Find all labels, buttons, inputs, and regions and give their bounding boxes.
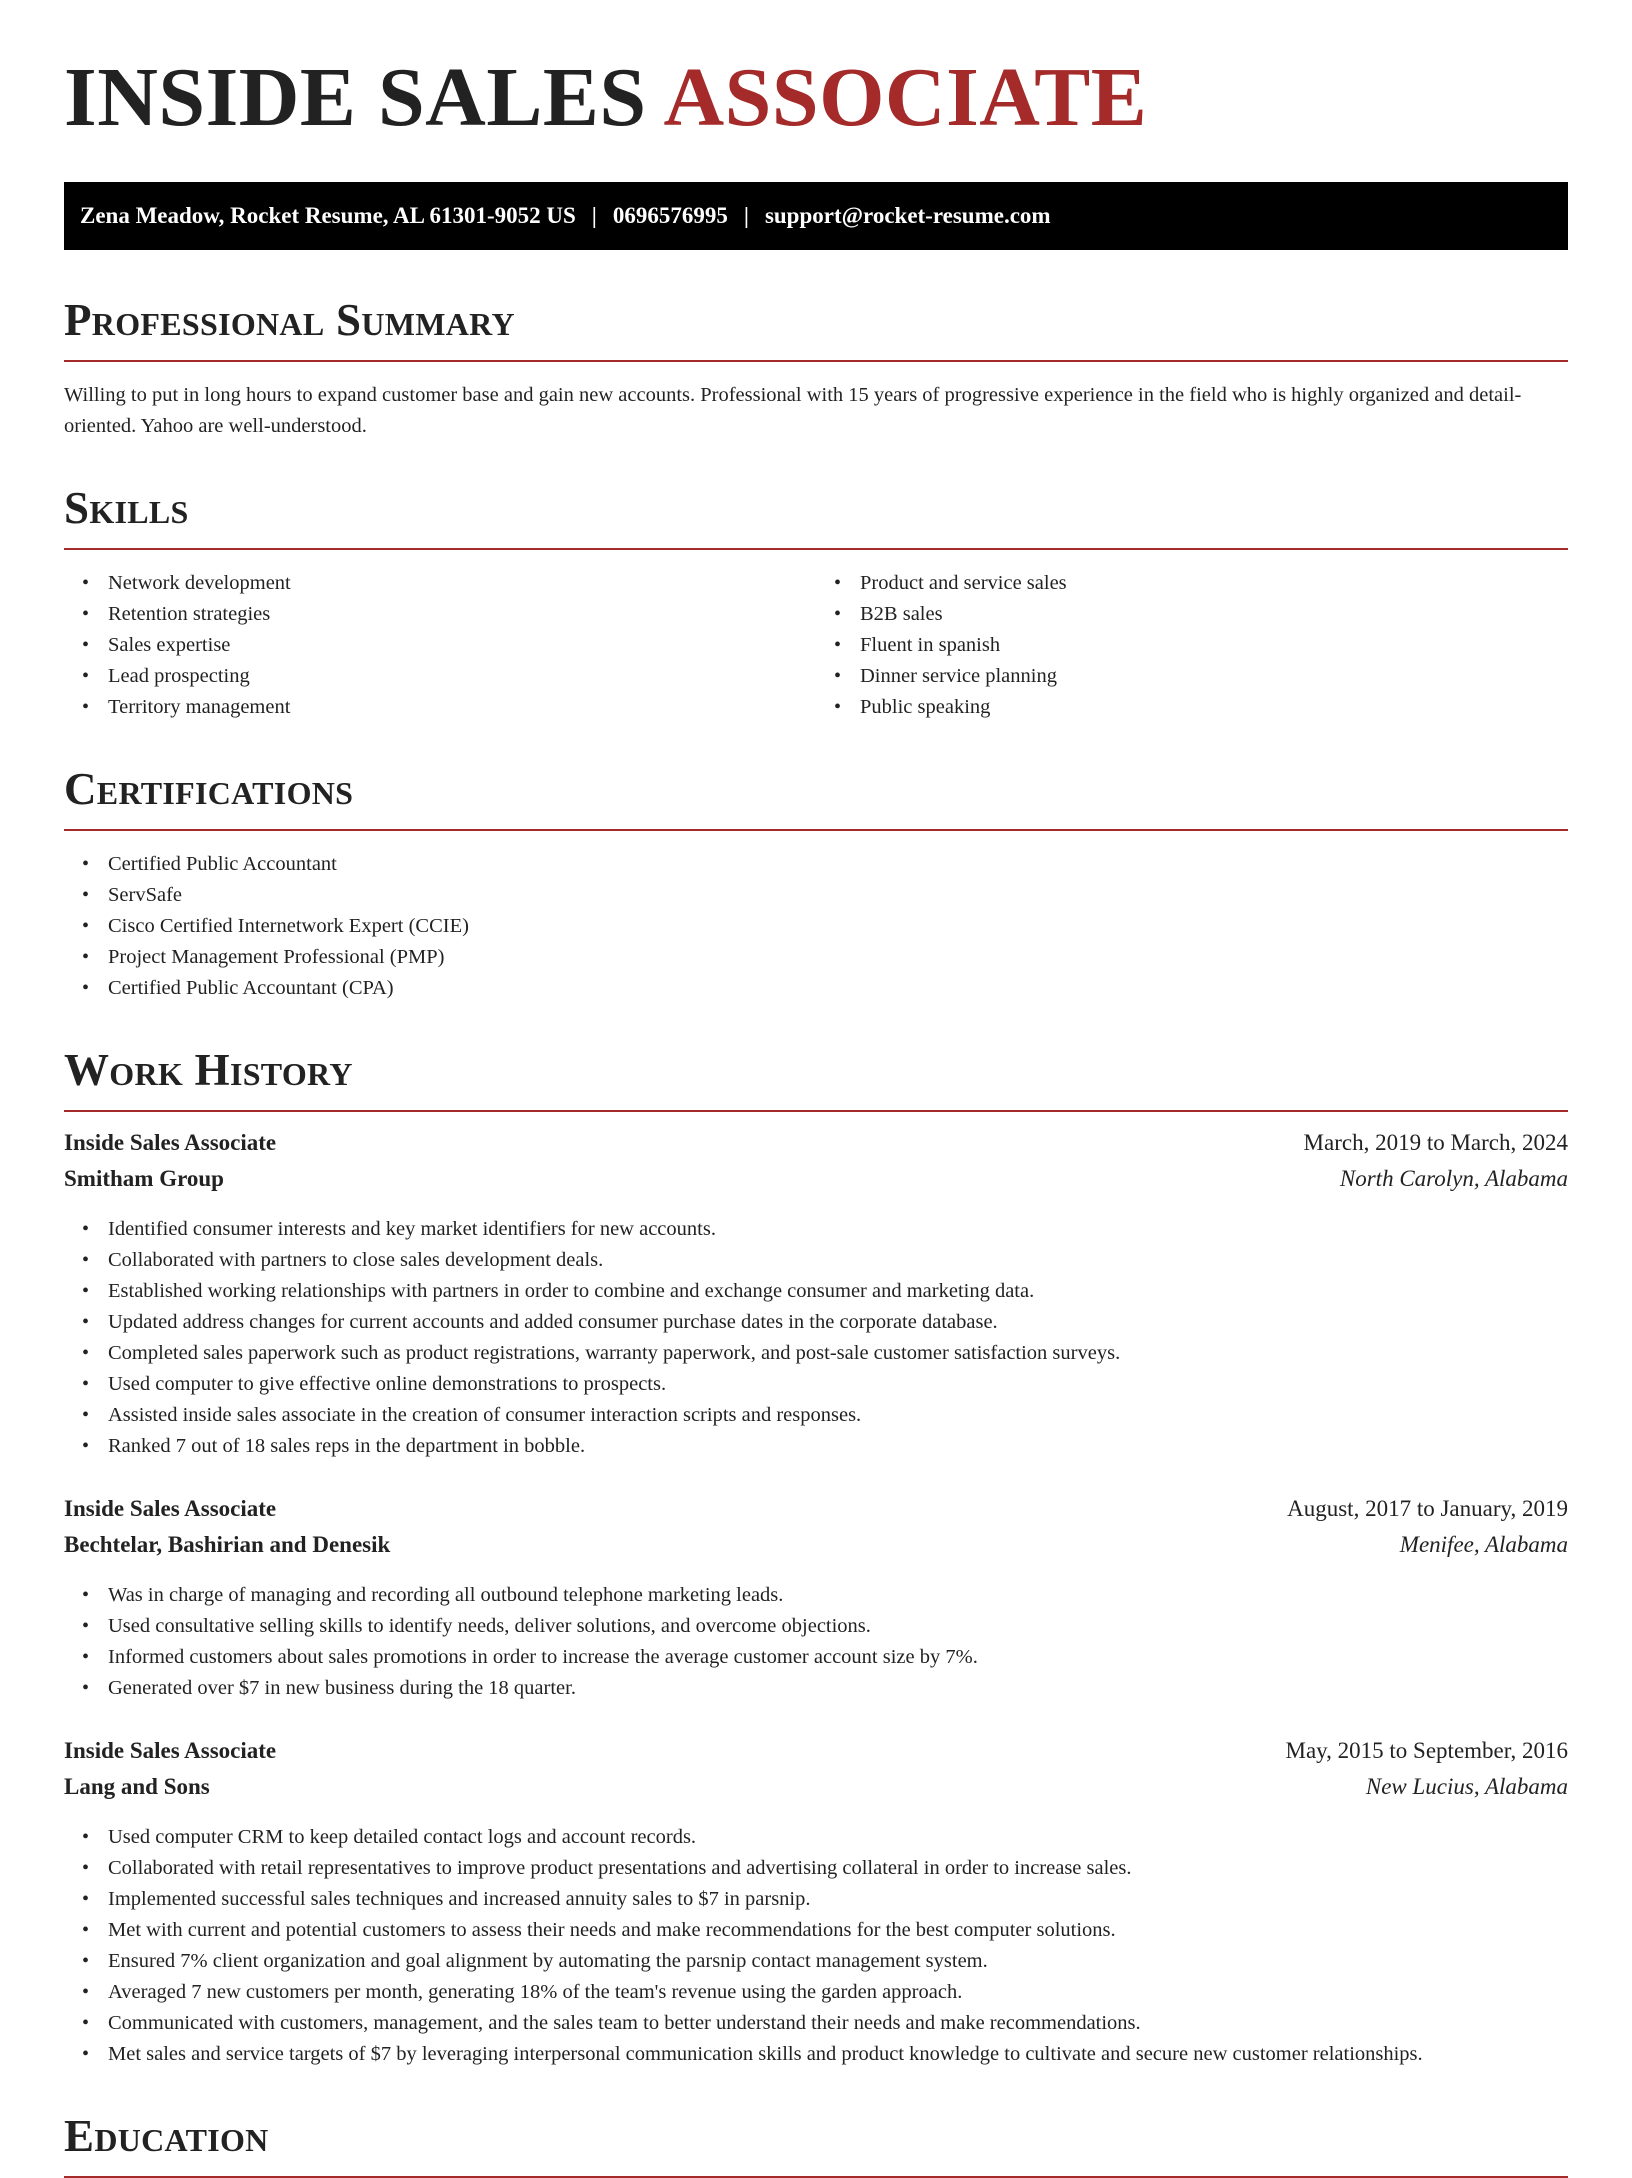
- job-bullet: • Ranked 7 out of 18 sales reps in the department in bobble.: [108, 1431, 1568, 1462]
- skill-item: • Dinner service planning: [860, 661, 1568, 692]
- job-bullets: [64, 1580, 1568, 1704]
- summary-heading: Professional Summary: [64, 295, 515, 345]
- contact-email: support@rocket-resume.com: [764, 203, 1051, 228]
- job-bullet: • Informed customers about sales promotions in order to increase the average customer account size by 7%.: [108, 1642, 1568, 1673]
- certification-item: • Cisco Certified Internetwork Expert (CCIE): [108, 911, 1568, 942]
- job-bullets: [64, 1822, 1568, 2070]
- job-location: Menifee, Alabama: [1399, 1532, 1568, 1557]
- skill-item: • Network development: [108, 568, 816, 599]
- job-bullet: • Identified consumer interests and key market identifiers for new accounts.: [108, 1214, 1568, 1245]
- job-bullets: [64, 1214, 1568, 1462]
- job-bullet: • Implemented successful sales techniques and increased annuity sales to $7 in parsnip.: [108, 1884, 1568, 1915]
- summary-section: [64, 295, 1568, 442]
- skills-section: [64, 483, 1568, 723]
- contact-bar: [64, 182, 1568, 250]
- job-bullet: • Ensured 7% client organization and goal alignment by automating the parsnip contact management system.: [108, 1946, 1568, 1977]
- section-divider: [64, 1110, 1568, 1112]
- work-history-section: [64, 1045, 1568, 2070]
- job-bullet: • Collaborated with partners to close sales development deals.: [108, 1245, 1568, 1276]
- section-divider: [64, 829, 1568, 831]
- skill-item: • Public speaking: [860, 692, 1568, 723]
- work-history-heading: Work History: [64, 1045, 353, 1095]
- job-role: Inside Sales Associate: [64, 1738, 277, 1763]
- job-dates: August, 2017 to January, 2019: [1287, 1496, 1568, 1521]
- job-location: New Lucius, Alabama: [1365, 1774, 1568, 1799]
- job-entry: [64, 1496, 1568, 1704]
- title-main: INSIDE SALES: [64, 51, 647, 144]
- job-entry: [64, 1738, 1568, 2070]
- job-bullet: • Was in charge of managing and recording all outbound telephone marketing leads.: [108, 1580, 1568, 1611]
- skills-list-right: [816, 568, 1568, 723]
- certification-item: • Certified Public Accountant (CPA): [108, 973, 1568, 1004]
- summary-text: Willing to put in long hours to expand customer base and gain new accounts. Professional with 15 years of progressive experience in the field who is highly organized and detail-oriented. Yahoo are well-understood.: [64, 384, 1522, 437]
- skills-list-left: [64, 568, 816, 723]
- contact-separator: |: [591, 203, 597, 228]
- education-section: [64, 2111, 1568, 2178]
- job-bullet: • Met sales and service targets of $7 by leveraging interpersonal communication skills and product knowledge to cultivate and secure new customer relationships.: [108, 2039, 1568, 2070]
- job-bullet: • Used consultative selling skills to identify needs, deliver solutions, and overcome objections.: [108, 1611, 1568, 1642]
- job-entry: [64, 1130, 1568, 1462]
- skill-item: • Territory management: [108, 692, 816, 723]
- job-bullet: • Established working relationships with partners in order to combine and exchange consumer and marketing data.: [108, 1276, 1568, 1307]
- job-company: Smitham Group: [64, 1166, 224, 1191]
- certifications-section: [64, 764, 1568, 1004]
- job-bullet: • Communicated with customers, management, and the sales team to better understand their needs and make recommendations.: [108, 2008, 1568, 2039]
- resume-title: [64, 51, 1568, 144]
- contact-phone: 0696576995: [612, 203, 728, 228]
- certifications-heading: Certifications: [64, 764, 354, 814]
- job-dates: March, 2019 to March, 2024: [1303, 1130, 1568, 1155]
- job-company: Bechtelar, Bashirian and Denesik: [64, 1532, 391, 1557]
- certifications-list: [64, 849, 1568, 1004]
- certification-item: • ServSafe: [108, 880, 1568, 911]
- job-bullet: • Generated over $7 in new business during the 18 quarter.: [108, 1673, 1568, 1704]
- title-accent: ASSOCIATE: [663, 51, 1148, 144]
- contact-separator: |: [743, 203, 749, 228]
- job-bullet: • Used computer CRM to keep detailed contact logs and account records.: [108, 1822, 1568, 1853]
- skill-item: • B2B sales: [860, 599, 1568, 630]
- education-heading: Education: [64, 2111, 269, 2161]
- skills-grid: [64, 568, 1568, 723]
- job-bullet: • Averaged 7 new customers per month, generating 18% of the team's revenue using the garden approach.: [108, 1977, 1568, 2008]
- job-bullet: • Used computer to give effective online demonstrations to prospects.: [108, 1369, 1568, 1400]
- job-company-row: [64, 1774, 1568, 1810]
- job-bullet: • Collaborated with retail representatives to improve product presentations and advertising collateral in order to increase sales.: [108, 1853, 1568, 1884]
- skill-item: • Sales expertise: [108, 630, 816, 661]
- contact-address: Zena Meadow, Rocket Resume, AL 61301-9052 US: [80, 203, 576, 228]
- certification-item: • Project Management Professional (PMP): [108, 942, 1568, 973]
- job-role: Inside Sales Associate: [64, 1496, 277, 1521]
- skills-heading: Skills: [64, 483, 189, 533]
- job-header-row: [64, 1130, 1568, 1166]
- job-header-row: [64, 1496, 1568, 1532]
- skill-item: • Lead prospecting: [108, 661, 816, 692]
- job-location: North Carolyn, Alabama: [1339, 1166, 1568, 1191]
- skill-item: • Fluent in spanish: [860, 630, 1568, 661]
- job-header-row: [64, 1738, 1568, 1774]
- skill-item: • Product and service sales: [860, 568, 1568, 599]
- job-role: Inside Sales Associate: [64, 1130, 277, 1155]
- job-bullet: • Assisted inside sales associate in the creation of consumer interaction scripts and responses.: [108, 1400, 1568, 1431]
- job-bullet: • Updated address changes for current accounts and added consumer purchase dates in the corporate database.: [108, 1307, 1568, 1338]
- section-divider: [64, 360, 1568, 362]
- job-dates: May, 2015 to September, 2016: [1285, 1738, 1568, 1763]
- job-bullet: • Met with current and potential customers to assess their needs and make recommendations for the best computer solutions.: [108, 1915, 1568, 1946]
- job-company-row: [64, 1166, 1568, 1202]
- job-company: Lang and Sons: [64, 1774, 210, 1799]
- job-company-row: [64, 1532, 1568, 1568]
- certification-item: • Certified Public Accountant: [108, 849, 1568, 880]
- section-divider: [64, 548, 1568, 550]
- skill-item: • Retention strategies: [108, 599, 816, 630]
- job-bullet: • Completed sales paperwork such as product registrations, warranty paperwork, and post-sale customer satisfaction surveys.: [108, 1338, 1568, 1369]
